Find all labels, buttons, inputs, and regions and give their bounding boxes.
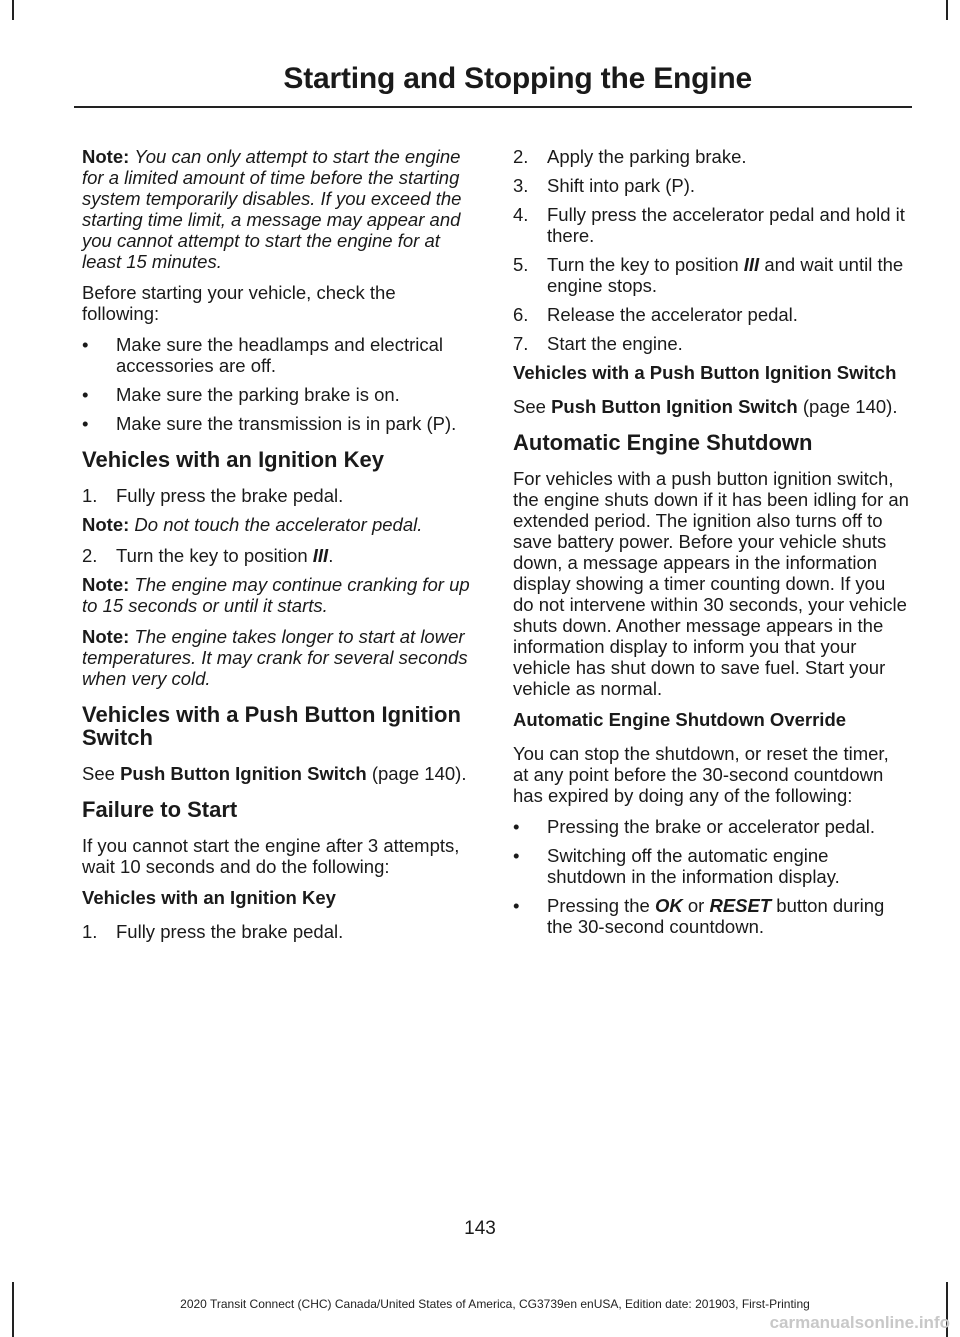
bullet-icon: • [82, 334, 89, 355]
shutdown-text: For vehicles with a push button ignition switch, the engine shuts down if it has been idling for an extended period. The ignition also turns off to save battery power. Before your vehicle shuts down, a message appears in the information display showing a timer counting down. If you do not intervene within 30 seconds, your vehicle shuts down. Another message appears in the information display to inform you that your vehicle has shut down to save fuel. Start your vehicle as normal. [513, 468, 909, 699]
cross-reference-link[interactable]: Push Button Ignition Switch [120, 763, 367, 784]
step-item: 7. Start the engine. [513, 333, 683, 354]
heading-ignition-key: Vehicles with an Ignition Key [82, 447, 384, 472]
bullet-icon: • [82, 413, 89, 434]
subheading-ignition-key: Vehicles with an Ignition Key [82, 887, 336, 908]
heading-auto-shutdown: Automatic Engine Shutdown [513, 430, 813, 455]
watermark[interactable]: carmanualsonline.info [769, 1313, 950, 1332]
list-item: • Make sure the transmission is in park (P). [82, 413, 457, 434]
note-start-time-limit: Note: You can only attempt to start the engine for a limited amount of time before the starting system temporarily disables. If you exceed the starting time limit, a message may appear and you cannot attempt to start the engine for at least 15 minutes. [82, 146, 462, 272]
step-item: 5. Turn the key to position III and wait until the engine stops. [513, 254, 904, 296]
list-item: • Pressing the brake or accelerator pedal. [513, 816, 876, 837]
heading-push-button: Vehicles with a Push Button Ignition Switch [82, 702, 461, 750]
subheading-push-button: Vehicles with a Push Button Ignition Switch [513, 362, 897, 383]
crop-mark-top-right [946, 0, 948, 20]
page-number: 143 [464, 1218, 496, 1239]
right-column [513, 146, 909, 945]
left-column [82, 146, 474, 950]
step-item: 1. Fully press the brake pedal. [82, 921, 344, 942]
cross-reference-link[interactable]: Push Button Ignition Switch [551, 396, 798, 417]
bullet-icon: • [513, 816, 520, 837]
list-item: • Make sure the parking brake is on. [82, 384, 400, 405]
page-header [74, 60, 912, 108]
step-item: 3. Shift into park (P). [513, 175, 696, 196]
subheading-override: Automatic Engine Shutdown Override [513, 709, 847, 730]
list-item: • Make sure the headlamps and electrical accessories are off. [82, 334, 444, 376]
crop-mark-top-left [12, 0, 14, 20]
step-item: 1. Fully press the brake pedal. [82, 485, 344, 506]
edition-footer: 2020 Transit Connect (CHC) Canada/United States of America, CG3739en enUSA, Edition date: 201903, First-Printing [180, 1297, 810, 1311]
see-reference: See Push Button Ignition Switch (page 140). [82, 763, 467, 784]
override-text: You can stop the shutdown, or reset the timer, at any point before the 30-second countdown has expired by doing any of the following: [513, 743, 889, 806]
list-item: • Switching off the automatic engine shutdown in the information display. [513, 845, 840, 887]
step-item: 4. Fully press the accelerator pedal and hold it there. [513, 204, 905, 246]
failure-text: If you cannot start the engine after 3 attempts, wait 10 seconds and do the following: [82, 835, 460, 877]
see-reference: See Push Button Ignition Switch (page 140). [513, 396, 898, 417]
pre-start-intro: Before starting your vehicle, check the following: [82, 282, 396, 324]
list-item: • Pressing the OK or RESET button during the 30-second countdown. [513, 895, 885, 937]
heading-failure-to-start: Failure to Start [82, 797, 238, 822]
step-item: 6. Release the accelerator pedal. [513, 304, 798, 325]
bullet-icon: • [513, 895, 520, 916]
page-title: Starting and Stopping the Engine [283, 62, 752, 95]
bullet-icon: • [82, 384, 89, 405]
note-accelerator: Note: Do not touch the accelerator pedal. [82, 514, 423, 535]
step-item: 2. Apply the parking brake. [513, 146, 747, 167]
step-item: 2. Turn the key to position III. [82, 545, 334, 566]
bullet-icon: • [513, 845, 520, 866]
note-cold: Note: The engine takes longer to start at lower temperatures. It may crank for several seconds when very cold. [82, 626, 468, 689]
note-cranking: Note: The engine may continue cranking for up to 15 seconds or until it starts. [82, 574, 470, 616]
